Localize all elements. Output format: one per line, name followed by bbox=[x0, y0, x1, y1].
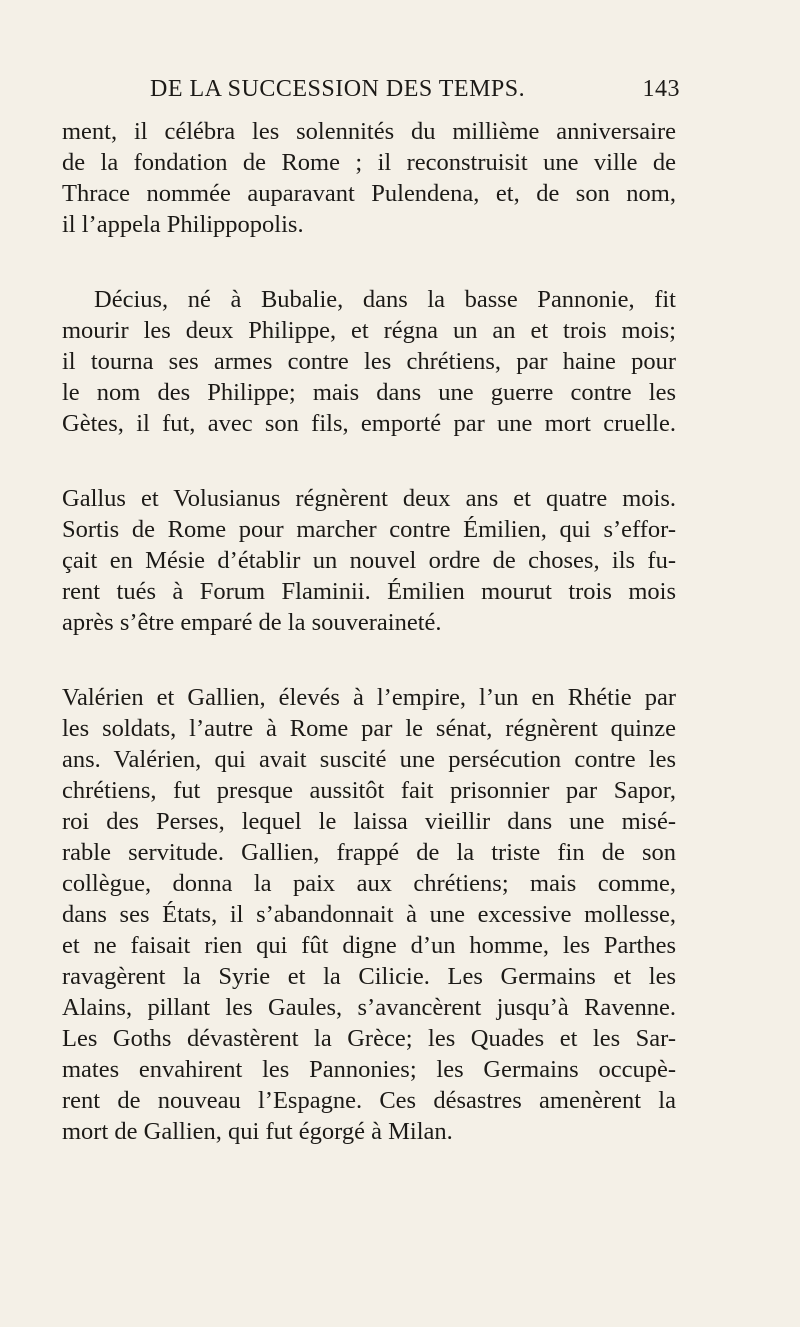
text-line: Sortis de Rome pour marcher contre Émilien, qui s’effor- bbox=[62, 516, 676, 543]
page-number: 143 bbox=[642, 76, 680, 102]
text-line: chrétiens, fut presque aussitôt fait prisonnier par Sapor, bbox=[62, 777, 676, 804]
text-line: Décius, né à Bubalie, dans la basse Pannonie, fit bbox=[94, 286, 676, 313]
text-line: mates envahirent les Pannonies; les Germains occupè- bbox=[62, 1056, 676, 1083]
running-title: DE LA SUCCESSION DES TEMPS. bbox=[150, 76, 526, 102]
text-line: dans ses États, il s’abandonnait à une excessive mollesse, bbox=[62, 901, 676, 928]
text-line: rent de nouveau l’Espagne. Ces désastres amenèrent la bbox=[62, 1087, 676, 1114]
text-line: çait en Mésie d’établir un nouvel ordre de choses, ils fu- bbox=[62, 547, 676, 574]
text-line: de la fondation de Rome ; il reconstruisit une ville de bbox=[62, 149, 676, 176]
text-line: Valérien et Gallien, élevés à l’empire, l’un en Rhétie par bbox=[62, 684, 676, 711]
text-line: Gètes, il fut, avec son fils, emporté par une mort cruelle. bbox=[62, 410, 676, 437]
paragraph-gap bbox=[62, 638, 676, 682]
text-line: le nom des Philippe; mais dans une guerre contre les bbox=[62, 379, 676, 406]
text-line: Les Goths dévastèrent la Grèce; les Quades et les Sar- bbox=[62, 1025, 676, 1052]
text-line: rent tués à Forum Flaminii. Émilien mourut trois mois bbox=[62, 578, 676, 605]
paragraph-gap bbox=[62, 240, 676, 284]
text-line: Gallus et Volusianus régnèrent deux ans et quatre mois. bbox=[62, 485, 676, 512]
text-line: mort de Gallien, qui fut égorgé à Milan. bbox=[62, 1118, 453, 1145]
text-line: ans. Valérien, qui avait suscité une persécution contre les bbox=[62, 746, 676, 773]
text-line: collègue, donna la paix aux chrétiens; mais comme, bbox=[62, 870, 676, 897]
paragraph-gap bbox=[62, 439, 676, 483]
paragraph-gallus bbox=[62, 483, 676, 638]
body-text bbox=[62, 116, 676, 1147]
paragraph-valerien bbox=[62, 682, 676, 1147]
running-head bbox=[150, 76, 680, 110]
paragraph-philippe bbox=[62, 116, 676, 240]
paragraph-decius bbox=[62, 284, 676, 439]
text-line: il tourna ses armes contre les chrétiens, par haine pour bbox=[62, 348, 676, 375]
text-line: et ne faisait rien qui fût digne d’un homme, les Parthes bbox=[62, 932, 676, 959]
text-line: mourir les deux Philippe, et régna un an et trois mois; bbox=[62, 317, 676, 344]
text-line: il l’appela Philippopolis. bbox=[62, 211, 304, 238]
text-line: Thrace nommée auparavant Pulendena, et, de son nom, bbox=[62, 180, 676, 207]
text-line: roi des Perses, lequel le laissa vieillir dans une misé- bbox=[62, 808, 676, 835]
text-line: après s’être emparé de la souveraineté. bbox=[62, 609, 442, 636]
text-line: rable servitude. Gallien, frappé de la triste fin de son bbox=[62, 839, 676, 866]
text-line: ment, il célébra les solennités du millième anniversaire bbox=[62, 118, 676, 145]
text-line: les soldats, l’autre à Rome par le sénat, régnèrent quinze bbox=[62, 715, 676, 742]
text-line: Alains, pillant les Gaules, s’avancèrent jusqu’à Ravenne. bbox=[62, 994, 676, 1021]
text-line: ravagèrent la Syrie et la Cilicie. Les Germains et les bbox=[62, 963, 676, 990]
